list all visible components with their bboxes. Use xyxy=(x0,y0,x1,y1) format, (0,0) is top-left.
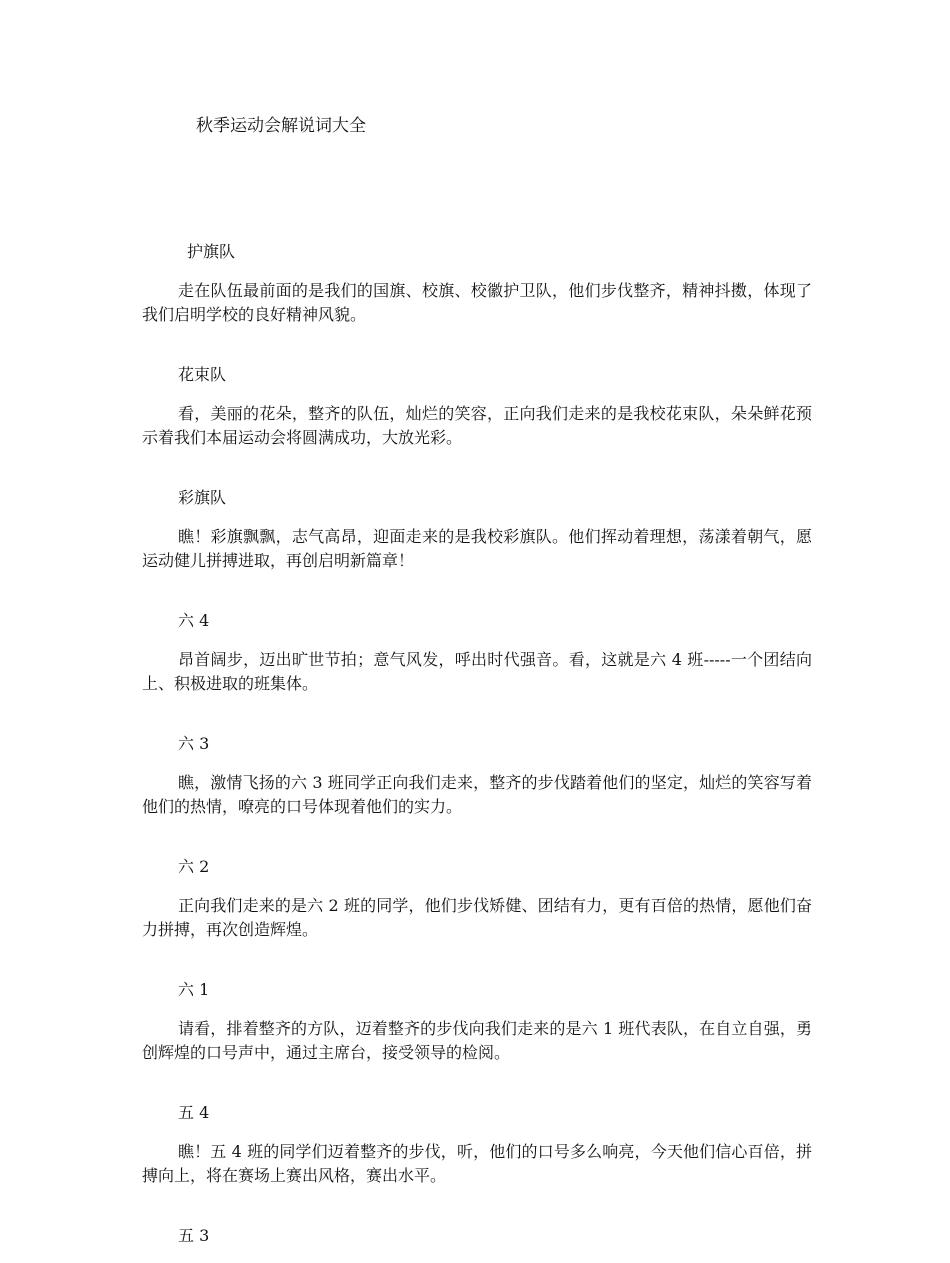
section-heading-flower-team: 花束队 xyxy=(178,365,227,384)
section-heading-class-6-3: 六 3 xyxy=(178,734,210,753)
section-text-class-6-3: 瞧，激情飞扬的六 3 班同学正向我们走来，整齐的步伐踏着他们的坚定，灿烂的笑容写着他们的热情，嘹亮的口号体现着他们的实力。 xyxy=(142,773,812,816)
section-heading-banner-team: 彩旗队 xyxy=(178,488,227,507)
document-title: 秋季运动会解说词大全 xyxy=(196,116,366,136)
section-heading-class-6-2: 六 2 xyxy=(178,857,210,876)
section-text-class-6-1: 请看，排着整齐的方队，迈着整齐的步伐向我们走来的是六 1 班代表队，在自立自强，勇创辉煌的口号声中，通过主席台，接受领导的检阅。 xyxy=(142,1019,812,1062)
section-text-flag-guard: 走在队伍最前面的是我们的国旗、校旗、校徽护卫队，他们步伐整齐，精神抖擞，体现了我们启明学校的良好精神风貌。 xyxy=(142,281,812,324)
section-heading-class-6-4: 六 4 xyxy=(178,611,210,630)
document-body xyxy=(142,240,812,1263)
section-text-class-6-4: 昂首阔步，迈出旷世节拍；意气风发，呼出时代强音。看，这就是六 4 班-----一个团结向上、积极进取的班集体。 xyxy=(142,650,812,693)
section-heading-flag-guard: 护旗队 xyxy=(187,242,236,261)
section-heading-class-6-1: 六 1 xyxy=(178,980,210,999)
section-heading-class-5-4: 五 4 xyxy=(178,1103,210,1122)
section-heading-class-5-3: 五 3 xyxy=(178,1226,210,1245)
section-text-banner-team: 瞧！彩旗飘飘，志气高昂，迎面走来的是我校彩旗队。他们挥动着理想，荡漾着朝气，愿运动健儿拼搏进取，再创启明新篇章！ xyxy=(142,527,812,570)
section-text-class-6-2: 正向我们走来的是六 2 班的同学，他们步伐矫健、团结有力，更有百倍的热情，愿他们奋力拼搏，再次创造辉煌。 xyxy=(142,896,812,939)
section-text-class-5-4: 瞧！五 4 班的同学们迈着整齐的步伐，听，他们的口号多么响亮，今天他们信心百倍，拼搏向上，将在赛场上赛出风格，赛出水平。 xyxy=(142,1142,812,1185)
section-text-flower-team: 看，美丽的花朵，整齐的队伍，灿烂的笑容，正向我们走来的是我校花束队，朵朵鲜花预示着我们本届运动会将圆满成功，大放光彩。 xyxy=(142,404,812,447)
